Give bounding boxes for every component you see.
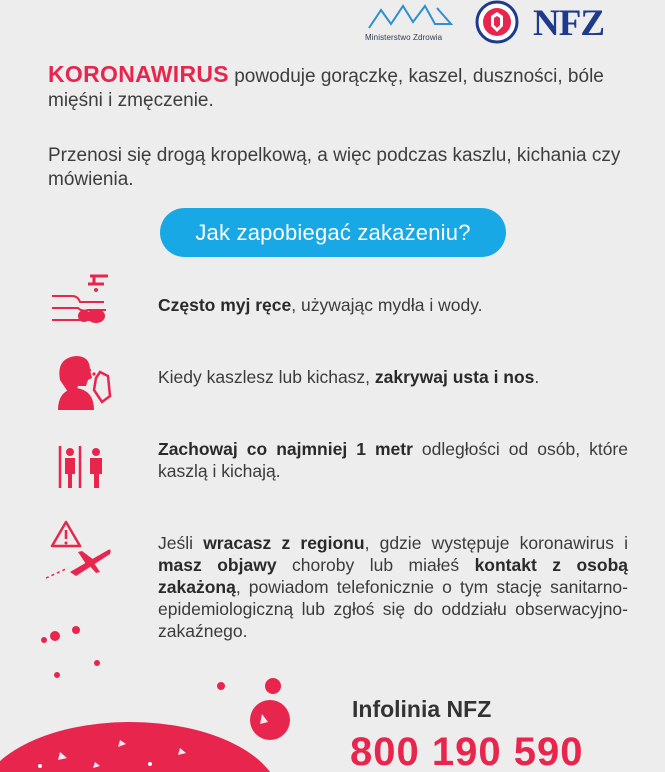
tip-handwash-rest: , używając mydła i wody. <box>291 295 483 315</box>
ministry-logo <box>365 0 455 48</box>
tip-handwash <box>158 294 628 316</box>
cough-cover-icon <box>50 350 116 412</box>
infoline-number[interactable]: 800 190 590 <box>350 730 584 772</box>
handwash-icon <box>48 272 114 328</box>
tip-cough-pre: Kiedy kaszlesz lub kichasz, <box>158 367 375 387</box>
keyword-koronawirus: KORONAWIRUS <box>48 61 229 87</box>
tip-travel-p4: , powiadom telefonicznie o tym stację sanitarno-epidemiologiczną lub zgłoś się do oddziału obserwacyjno-zakaźnego. <box>158 577 628 641</box>
tip-cough-bold: zakrywaj usta i nos <box>374 367 535 387</box>
nfz-logo: NFZ <box>533 3 604 44</box>
travel-warning-icon <box>44 518 114 580</box>
infoline-label: Infolinia NFZ <box>352 696 492 722</box>
prevention-heading-pill: Jak zapobiegać zakażeniu? <box>160 208 506 257</box>
tip-distance <box>158 438 628 482</box>
tip-travel-b1: wracasz z regionu <box>203 533 365 553</box>
intro-paragraph <box>48 62 638 113</box>
ministry-logo-text: Ministerstwo Zdrowia <box>365 33 443 42</box>
tip-travel <box>158 532 628 642</box>
intro-line1-text: powoduje gorączkę, kaszel, duszności, bóle mięśni i zmęczenie. <box>48 66 604 111</box>
transmission-paragraph: Przenosi się drogą kropelkową, a więc podczas kaszlu, kichania czy mówienia. <box>48 145 621 190</box>
tip-travel-p1: Jeśli <box>158 533 204 553</box>
tip-travel-b2: masz objawy <box>158 555 277 575</box>
tip-distance-bold: Zachowaj co najmniej 1 metr <box>158 439 413 459</box>
tip-distance-rest: odległości od osób, które kaszlą i kichają. <box>158 439 628 481</box>
distance-icon <box>54 440 110 492</box>
tip-cough-post: . <box>534 367 540 387</box>
ministry-mark-icon <box>367 2 453 32</box>
tip-travel-p3: choroby lub miałeś <box>276 555 475 575</box>
sanepid-logo <box>475 0 519 48</box>
tip-travel-b3: kontakt z osobą zakażoną <box>158 555 628 597</box>
logo-bar <box>365 0 665 52</box>
sanepid-seal-icon <box>475 0 519 44</box>
tip-cough <box>158 366 628 388</box>
tip-handwash-bold: Często myj ręce <box>158 295 292 315</box>
tip-travel-p2: , gdzie występuje koronawirus i <box>364 533 629 553</box>
